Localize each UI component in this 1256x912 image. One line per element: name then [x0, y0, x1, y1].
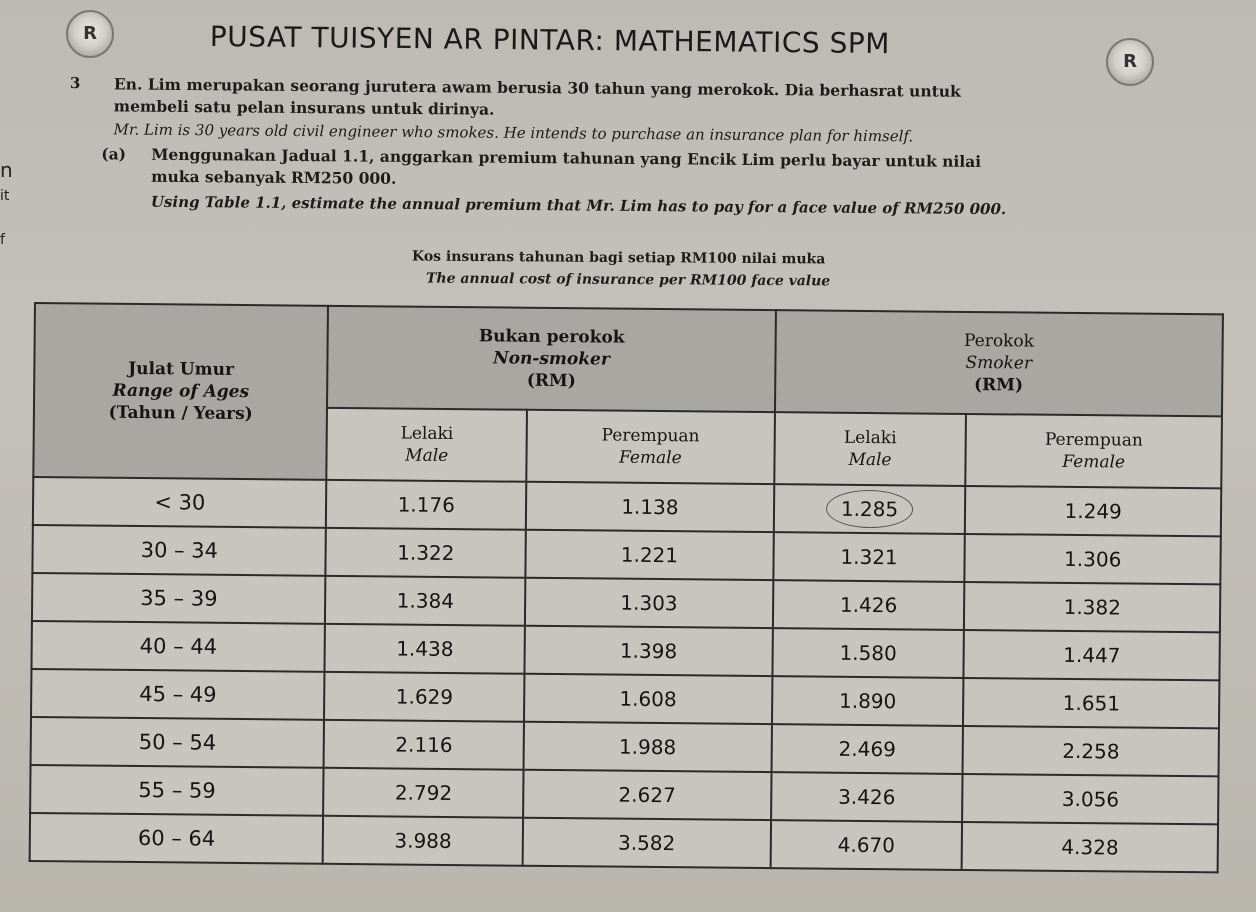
tuition-logo-icon: R: [66, 10, 114, 58]
rate-cell: 1.322: [326, 528, 526, 578]
rate-cell: 3.426: [771, 772, 963, 822]
rate-cell: 1.176: [326, 480, 526, 530]
subheader-male: Lelaki Male: [327, 408, 527, 482]
rate-cell: 1.580: [772, 628, 964, 678]
rate-cell: 1.249: [965, 486, 1221, 536]
age-range-cell: 30 – 34: [32, 525, 326, 576]
age-range-cell: 50 – 54: [31, 717, 325, 768]
rate-cell: 1.438: [325, 624, 525, 674]
age-range-cell: 40 – 44: [31, 621, 325, 672]
non-smoker-header-unit: (RM): [526, 370, 576, 392]
age-range-cell: 60 – 64: [30, 813, 324, 864]
cut-off-text: n: [0, 158, 13, 182]
table-caption-english: The annual cost of insurance per RM100 face value: [425, 270, 831, 290]
rate-cell: 1.426: [773, 580, 965, 630]
age-header-english: Range of Ages: [112, 380, 250, 403]
table-header-row: [34, 303, 1223, 416]
cut-off-text: f: [0, 232, 5, 248]
rate-cell: 2.627: [523, 770, 771, 820]
rate-cell: 3.988: [323, 816, 523, 866]
smoker-header-english: Smoker: [965, 352, 1033, 374]
question-3: [69, 74, 1210, 219]
cut-off-text: it: [0, 188, 10, 204]
rate-cell: 1.398: [524, 626, 772, 676]
non-smoker-header-english: Non-smoker: [493, 348, 610, 370]
age-range-cell: 45 – 49: [31, 669, 325, 720]
rate-cell: 1.303: [525, 578, 773, 628]
table-caption-malay: Kos insurans tahunan bagi setiap RM100 nilai muka: [411, 248, 826, 268]
rate-cell: 1.608: [524, 674, 772, 724]
insurance-rate-table: [29, 302, 1224, 873]
tuition-badge-icon: R: [1106, 38, 1154, 86]
page-title: PUSAT TUISYEN AR PINTAR: MATHEMATICS SPM: [209, 20, 891, 61]
smoker-header: [775, 310, 1223, 416]
rate-cell: 2.792: [323, 768, 523, 818]
age-header-unit: (Tahun / Years): [108, 402, 253, 425]
subheader-female: Perempuan Female: [526, 410, 774, 484]
rate-cell: 1.138: [526, 482, 774, 532]
rate-cell: 3.056: [962, 774, 1218, 824]
non-smoker-header-malay: Bukan perokok: [478, 326, 625, 348]
smoker-header-unit: (RM): [973, 375, 1024, 396]
rate-cell: 4.670: [770, 820, 962, 870]
part-a-malay: Menggunakan Jadual 1.1, anggarkan premium tahunan yang Encik Lim perlu bayar untuk nilai: [151, 144, 982, 171]
age-range-cell: < 30: [33, 477, 327, 528]
rate-cell: 1.306: [965, 534, 1221, 584]
rate-cell: 1.890: [772, 676, 964, 726]
rate-cell: 1.651: [963, 678, 1219, 728]
rate-cell: 1.321: [773, 532, 965, 582]
question-stem-malay: membeli satu pelan insurans untuk dirinya.: [113, 96, 495, 119]
rate-cell: 2.469: [771, 724, 963, 774]
non-smoker-header: [327, 306, 775, 412]
age-range-header: [33, 303, 328, 480]
question-stem-english: Mr. Lim is 30 years old civil engineer who smokes. He intends to purchase an insurance plan for himself.: [113, 120, 914, 146]
rate-cell: 3.582: [523, 818, 771, 868]
age-header-malay: Julat Umur: [128, 358, 235, 380]
table-row: [30, 813, 1218, 872]
rate-cell: 1.447: [964, 630, 1220, 680]
part-a-label: (a): [101, 144, 127, 164]
part-a-english: Using Table 1.1, estimate the annual premium that Mr. Lim has to pay for a face value of RM250 000.: [150, 192, 1007, 219]
age-range-cell: 35 – 39: [32, 573, 326, 624]
pencil-circle-mark: 1.285: [826, 490, 914, 529]
rate-cell: 4.328: [962, 822, 1218, 872]
question-number: 3: [69, 74, 81, 93]
rate-cell: 1.384: [325, 576, 525, 626]
rate-cell: 2.258: [963, 726, 1219, 776]
part-a-malay: muka sebanyak RM250 000.: [151, 166, 397, 188]
rate-cell: 1.988: [524, 722, 772, 772]
rate-cell: 1.221: [525, 530, 773, 580]
subheader-male: Lelaki Male: [774, 412, 966, 486]
subheader-female: Perempuan Female: [966, 414, 1222, 488]
rate-cell: 1.382: [964, 582, 1220, 632]
rate-cell: 2.116: [324, 720, 524, 770]
rate-cell-circled: [773, 484, 965, 534]
age-range-cell: 55 – 59: [30, 765, 324, 816]
smoker-header-malay: Perokok: [963, 330, 1035, 352]
question-stem-malay: En. Lim merupakan seorang jurutera awam berusia 30 tahun yang merokok. Dia berhasrat untuk: [113, 74, 961, 101]
rate-cell: 1.629: [324, 672, 524, 722]
